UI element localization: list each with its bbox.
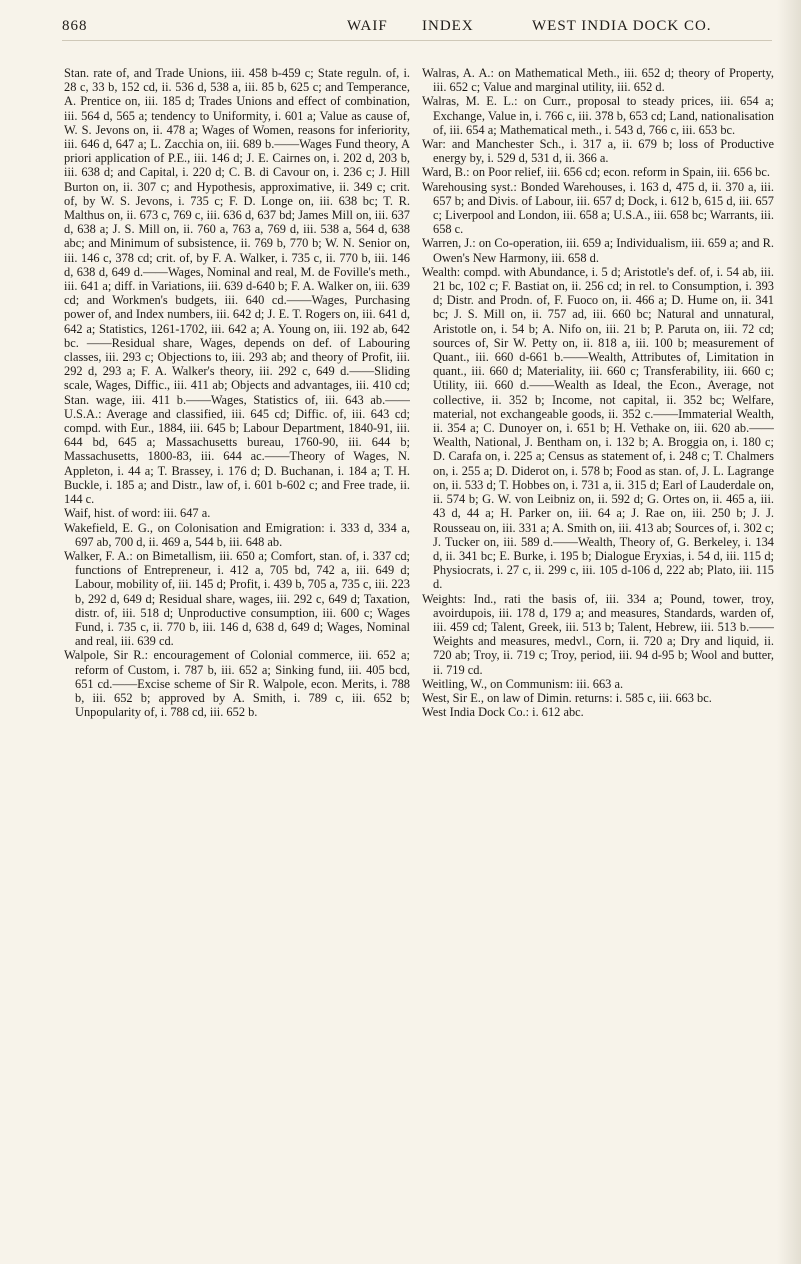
page-edge-shadow [777,0,801,1264]
index-entry: Walker, F. A.: on Bimetallism, iii. 650 a; Comfort, stan. of, i. 337 cd; functions of Entrepreneur, i. 412 a, 705 bd, 742 a, iii. 649 d; Labour, mobility of, iii. 145 d; Profit, i. 439 b, 705 a, 735 c, iii. 223 b, 292 d, 649 d; Residual share, wages, iii. 292 c, 649 d; Taxation, distr. of, iii. 518 d; Unproductive consumption, iii. 600 c; Wages Fund, i. 735 c, ii. 770 b, iii. 146 d, 638 d, 649 d; Wages, Nominal and real, iii. 639 cd. [64,548,410,649]
index-entry: Walpole, Sir R.: encouragement of Colonial commerce, iii. 652 a; reform of Custom, i. 787 b, iii. 652 a; Sinking fund, iii. 405 bcd, 651 cd.——Excise scheme of Sir R. Walpole, econ. Merits, i. 788 b, iii. 652 b; approved by A. Smith, i. 789 c, iii. 652 b; Unpopularity of, i. 788 cd, iii. 652 b. [64,648,410,720]
index-entry: West, Sir E., on law of Dimin. returns: i. 585 c, iii. 663 bc. [422,690,712,705]
index-entry: Wealth: compd. with Abundance, i. 5 d; Aristotle's def. of, i. 54 ab, iii. 21 bc, 102 c; F. Bastiat on, ii. 256 cd; in rel. to Consumption, i. 393 d; Distr. and Prodn. of, F. Fuoco on, ii. 466 a; D. Hume on, ii. 341 bc; J. S. Mill on, ii. 757 ad, iii. 660 bc; Natural and unnatural, Aristotle on, i. 54 b; A. Nifo on, iii. 21 b; P. Paruta on, iii. 72 cd; sources of, Sir W. Petty on, ii. 818 a, iii. 100 b; measurement of Quant., iii. 660 d-661 b.——Wealth, Attributes of, Limitation in quant., iii. 660 d; Materiality, iii. 660 c; Transferability, iii. 660 c; Utility, iii. 660 d.——Wealth as Ideal, the Econ., Average, not collective, ii. 352 b; Income, not capital, ii. 352 bc; Welfare, material, not exchangeable goods, ii. 352 c.——Immaterial Wealth, ii. 354 a; C. Dunoyer on, i. 651 b; H. Vethake on, iii. 620 ab.——Wealth, National, J. Bentham on, i. 132 b; A. Broggia on, i. 180 c; D. Carafa on, i. 225 a; Census as statement of, i. 248 c; T. Chalmers on, i. 255 a; D. Diderot on, i. 578 b; Food as stan. of, J. L. Lagrange on, ii. 533 d; T. Hobbes on, i. 731 a, ii. 315 d; Earl of Lauderdale on, ii. 574 b; G. W. von Leibniz on, ii. 592 d; G. Ortes on, ii. 465 a, iii. 43 d, 44 a; H. Parker on, iii. 64 a; J. Rae on, iii. 250 b; J. J. Rousseau on, iii. 331 a; A. Smith on, iii. 413 ab; Sources of, i. 302 c; J. Tucker on, iii. 589 d.——Wealth, Theory of, G. Berkeley, i. 134 d, ii. 341 bc; E. Burke, i. 195 b; Dialogue Eryxias, i. 54 d, iii. 115 d; Physiocrats, i. 27 c, ii. 299 c, iii. 105 d-106 d, 222 ab; Plato, iii. 115 d. [422,264,774,592]
index-entry: Walras, A. A.: on Mathematical Meth., iii. 652 d; theory of Property, iii. 652 c; Value and marginal utility, iii. 652 d. [422,66,774,95]
index-entry: Weights: Ind., rati the basis of, iii. 334 a; Pound, tower, troy, avoirdupois, iii. 178 d, 179 a; and measures, Standards, warden of, iii. 459 cd; Talent, Greek, iii. 513 b; Talent, Hebrew, iii. 513 b.——Weights and measures, medvl., Corn, ii. 720 a; Dry and liquid, ii. 720 ab; Troy, ii. 719 c; Troy, period, iii. 94 d-95 b; Wool and butter, ii. 719 cd. [422,591,774,677]
header-right-words: WEST INDIA DOCK CO. [532,18,712,34]
index-entry: Warehousing syst.: Bonded Warehouses, i. 163 d, 475 d, ii. 370 a, iii. 657 b; and Divis. of Labour, iii. 657 d; Dock, i. 612 b, 615 d, iii. 657 c; Liverpool and London, iii. 658 a; U.S.A., iii. 658 bc; Warrants, iii. 658 c. [422,179,774,237]
header-title: INDEX [422,18,474,34]
index-entry: Walras, M. E. L.: on Curr., proposal to steady prices, iii. 654 a; Exchange, Value in, i. 766 c, iii. 378 b, 653 cd; Land, nationalisation of, iii. 654 a; Mathematical meth., i. 543 d, 766 c, iii. 653 bc. [422,94,774,137]
header-left-word: WAIF [347,18,388,34]
index-entry: West India Dock Co.: i. 612 abc. [422,705,584,720]
index-entry: Waif, hist. of word: iii. 647 a. [64,506,211,521]
index-entry: Weitling, W., on Communism: iii. 663 a. [422,676,624,691]
running-header [62,12,772,41]
left-column [64,66,410,1251]
index-entry: Ward, B.: on Poor relief, iii. 656 cd; econ. reform in Spain, iii. 656 bc. [422,165,770,180]
index-entry: War: and Manchester Sch., i. 317 a, ii. 679 b; loss of Productive energy by, i. 529 d, 531 d, ii. 366 a. [422,137,774,166]
index-entry: Warren, J.: on Co-operation, iii. 659 a; Individualism, iii. 659 a; and R. Owen's New Harmony, iii. 658 d. [422,236,774,265]
index-entry: Wakefield, E. G., on Colonisation and Emigration: i. 333 d, 334 a, 697 ab, 700 d, ii. 469 a, 544 b, iii. 648 ab. [64,520,410,549]
right-column [422,66,774,1251]
index-entry: Stan. rate of, and Trade Unions, iii. 458 b-459 c; State reguln. of, i. 28 c, 33 b, 152 cd, ii. 536 d, 538 a, iii. 85 b, 625 c; and Temperance, A. Prentice on, iii. 185 d; Trades Unions and effect of combination, iii. 564 d, 565 a; tendency to Uniformity, i. 601 a; Value as cause of, W. S. Jevons on, ii. 478 a; Wages of Women, reasons for inferiority, iii. 646 d, 647 a; L. Zacchia on, iii. 689 b.——Wages Fund theory, A priori application of P.E., iii. 146 d; J. E. Cairnes on, i. 202 d, 203 b, iii. 638 d; and Capital, i. 220 d; C. B. di Cavour on, i. 236 c; J. Hill Burton on, ii. 307 c; and Hypothesis, approximative, ii. 349 c; crit. of, by W. S. Jevons, i. 735 c; F. D. Longe on, iii. 638 bc; T. R. Malthus on, ii. 673 c, 769 c, iii. 636 d, 637 bd; James Mill on, iii. 637 d, 638 a; J. S. Mill on, ii. 760 a, 763 a, 769 d, iii. 538 a, 564 d, 638 abc; and Minimum of subsistence, ii. 769 b, 770 b; W. N. Senior on, iii. 146 c, 378 cd; crit. of, by F. A. Walker, i. 735 c, ii. 770 b, iii. 146 d, 638 d, 649 d.——Wages, Nominal and real, M. de Foville's meth., iii. 641 a; diff. in Variations, iii. 639 d-640 b; F. A. Walker on, iii. 639 cd; and Workmen's budgets, iii. 640 cd.——Wages, Purchasing power of, and Index numbers, iii. 642 d; J. E. T. Rogers on, iii. 641 d, 642 a; Statistics, 1261-1702, iii. 642 a; A. Young on, iii. 192 ab, 642 bc. ——Residual share, Wages, depends on def. of Labouring classes, iii. 293 c; Objections to, iii. 293 ab; and theory of Profit, iii. 292 d, 293 a; F. A. Walker's theory, iii. 292 c, 649 d.——Sliding scale, Wages, Diffic., iii. 411 ab; Objects and advantages, iii. 410 cd; Stan. wage, iii. 411 b.——Wages, Statistics of, iii. 643 ab.——U.S.A.: Average and classified, iii. 645 cd; Diffic. of, iii. 643 cd; compd. with Eur., 1884, iii. 645 b; Labour Department, 1840-91, iii. 644 bd, 645 a; Massachusetts bureau, 1760-90, iii. 644 b; Massachusetts, 1800-83, iii. 644 ac.——Theory of Wages, N. Appleton, i. 44 a; T. Brassey, i. 176 d; D. Buchanan, i. 184 a; T. H. Buckle, i. 185 a; and Distr., law of, i. 601 b-602 c; and Free trade, ii. 144 c. [64,66,410,507]
page-number: 868 [62,18,88,34]
